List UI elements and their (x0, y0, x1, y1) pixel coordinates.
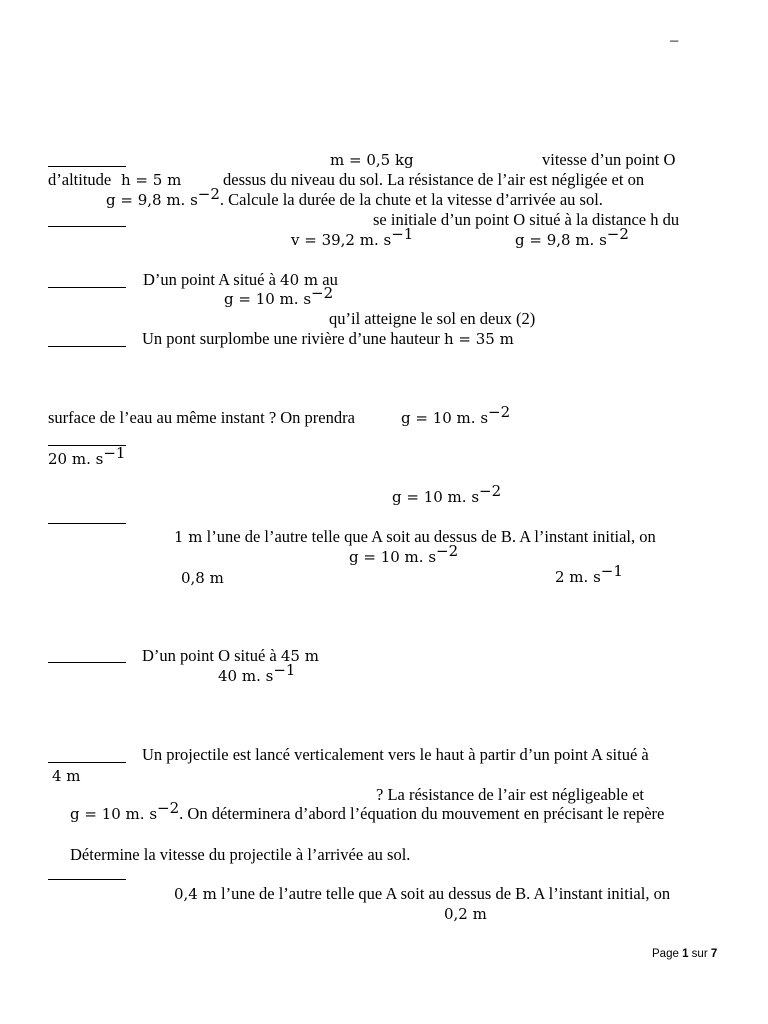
exercise-6-distance: 0,8 m (181, 569, 224, 587)
gravity-exponent: −2 (479, 482, 502, 500)
page-word: Page (652, 948, 679, 960)
exercise-2-line-2-velocity (291, 225, 414, 250)
exercise-9-distance: 0,2 m (444, 905, 487, 923)
exercise-6-velocity (555, 562, 623, 587)
exercise-8-line-1: Un projectile est lancé verticalement vers le haut à partir d’un point A situé à (142, 745, 649, 764)
exercise-2-line-1: se initiale d’un point O situé à la distance h du (373, 210, 680, 229)
gravity-formula: g = 10 m. s (70, 805, 158, 823)
exercise-3-text-b: au (322, 270, 338, 289)
distance-value: 1 m (174, 528, 203, 546)
exercise-3-rule (48, 287, 126, 288)
velocity-formula: 2 m. s (555, 568, 601, 586)
mass-value: m = 0,5 kg (330, 151, 414, 169)
gravity-exponent: −2 (157, 799, 180, 817)
exercise-1-line-2-text: dessus du niveau du sol. La résistance de l’air est négligée et on (223, 170, 645, 189)
exercise-9-rule (48, 879, 126, 880)
gravity-formula: g = 10 m. s (224, 290, 312, 308)
exercise-8-line-4 (70, 799, 665, 824)
velocity-exponent: −1 (273, 661, 296, 679)
exercise-1-rule (48, 166, 126, 167)
velocity-exponent: −1 (103, 444, 126, 462)
exercise-2-rule (48, 226, 126, 227)
sur-word: sur (691, 948, 708, 960)
velocity-formula: 40 m. s (218, 667, 274, 685)
exercise-3-line-3: qu’il atteigne le sol en deux (2) (329, 309, 536, 328)
height-value: h = 35 m (443, 330, 514, 348)
page-number: 1 (682, 948, 689, 960)
exercise-6-line-1 (174, 527, 656, 547)
exercise-3-line-1 (143, 270, 338, 290)
exercise-9-line-1 (174, 884, 670, 904)
gravity-formula: g = 9,8 m. s (106, 191, 198, 209)
exercise-8-line-3: ? La résistance de l’air est négligeable et (376, 785, 644, 804)
gravity-formula: g = 9,8 m. s (515, 231, 607, 249)
exercise-6-text: l’une de l’autre telle que A soit au dessus de B. A l’instant initial, on (206, 527, 656, 546)
distance-value: 40 m (280, 271, 319, 289)
exercise-3-line-2 (224, 284, 334, 309)
exercise-4-gravity (401, 403, 511, 428)
exercise-5-gravity (392, 482, 502, 507)
exercise-1-question: . Calcule la durée de la chute et la vitesse d’arrivée au sol. (219, 190, 603, 209)
gravity-exponent: −2 (197, 185, 220, 203)
velocity-exponent: −1 (391, 225, 414, 243)
velocity-exponent: −1 (600, 562, 623, 580)
exercise-8-height: 4 m (52, 767, 81, 785)
gravity-exponent: −2 (311, 284, 334, 302)
height-value: h = 5 m (121, 171, 182, 189)
gravity-formula: g = 10 m. s (401, 409, 489, 427)
page-footer (652, 948, 717, 960)
exercise-6-rule (48, 523, 126, 524)
exercise-4-rule (48, 346, 126, 347)
velocity-formula: v = 39,2 m. s (291, 231, 392, 249)
page-total: 7 (710, 948, 718, 960)
exercise-5-velocity (48, 444, 126, 469)
exercise-2-line-2-gravity (515, 225, 629, 250)
gravity-exponent: −2 (436, 542, 459, 560)
exercise-1-line-1-right: vitesse d’un point O (542, 150, 676, 169)
gravity-formula: g = 10 m. s (392, 488, 480, 506)
exercise-8-question: Détermine la vitesse du projectile à l’arrivée au sol. (70, 845, 411, 864)
header-dash: – (670, 30, 679, 49)
exercise-9-text: l’une de l’autre telle que A soit au dessus de B. A l’instant initial, on (220, 884, 671, 903)
exercise-6-gravity (349, 542, 459, 567)
exercise-1-line-2-start: d’altitude (48, 170, 112, 189)
gravity-exponent: −2 (488, 403, 511, 421)
exercise-8-rule (48, 762, 126, 763)
exercise-4-line-2: surface de l’eau au même instant ? On prendra (48, 408, 355, 427)
gravity-exponent: −2 (606, 225, 629, 243)
exercise-1-line-3 (106, 185, 603, 210)
exercise-3-text-a: D’un point A situé à (143, 270, 276, 289)
exercise-8-instruction: . On déterminera d’abord l’équation du mouvement en précisant le repère (179, 804, 665, 823)
exercise-7-velocity (218, 661, 296, 686)
exercise-4-line-1 (142, 329, 514, 349)
exercise-7-text: D’un point O situé à (142, 646, 277, 665)
distance-value: 45 m (280, 647, 319, 665)
velocity-formula: 20 m. s (48, 450, 104, 468)
gravity-formula: g = 10 m. s (349, 548, 437, 566)
exercise-7-rule (48, 662, 126, 663)
distance-value: 0,4 m (174, 885, 217, 903)
exercise-4-text: Un pont surplombe une rivière d’une hauteur (142, 329, 440, 348)
